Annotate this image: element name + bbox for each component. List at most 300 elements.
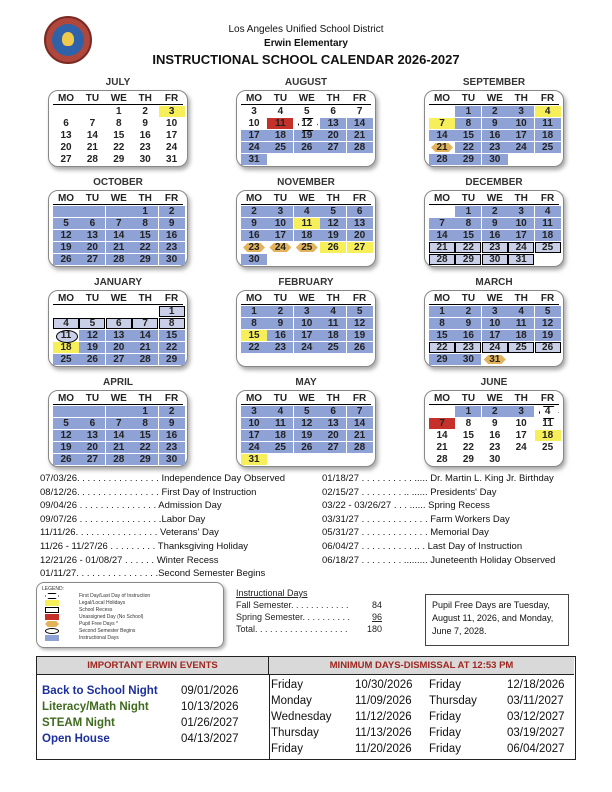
important-events-header: IMPORTANT ERWIN EVENTS <box>37 657 269 675</box>
day-cell <box>79 206 105 217</box>
day-cell: 19 <box>535 330 561 341</box>
day-cell: 3 <box>251 106 257 117</box>
month-grid <box>48 290 188 367</box>
legend-item: Unassigned Day (No School) <box>79 614 144 620</box>
day-cell: 30 <box>455 354 481 365</box>
weekday-header: FR <box>352 93 367 104</box>
day-cell: 5 <box>535 306 561 317</box>
month-name: DECEMBER <box>465 177 523 188</box>
month-grid <box>236 290 376 367</box>
day-cell: 14 <box>429 130 455 141</box>
day-cell: 3 <box>508 206 534 217</box>
day-cell <box>535 354 561 365</box>
weekday-header: MO <box>433 93 451 104</box>
day-cell: 19 <box>320 230 346 241</box>
day-cell: 11 <box>53 330 79 341</box>
minimum-days-header: MINIMUM DAYS-DISMISSAL AT 12:53 PM <box>269 657 574 675</box>
min-day-weekday: Friday <box>429 727 461 739</box>
day-cell <box>320 154 346 165</box>
day-cell <box>429 206 455 217</box>
unassigned-swatch-icon <box>45 614 59 620</box>
weekday-header: MO <box>57 393 75 404</box>
day-cell: 17 <box>482 330 508 341</box>
day-cell: 23 <box>489 442 501 453</box>
day-cell: 21 <box>436 442 448 453</box>
month-september <box>424 76 564 167</box>
day-cell <box>347 254 373 265</box>
day-cell: 17 <box>267 230 293 241</box>
day-cell: 2 <box>241 206 267 217</box>
day-cell: 22 <box>455 242 481 253</box>
day-cell: 9 <box>159 418 185 429</box>
day-cell <box>132 306 158 317</box>
min-day-weekday: Friday <box>429 711 461 723</box>
legend-item: Second Semester Begins <box>79 628 136 634</box>
day-cell: 16 <box>159 230 185 241</box>
day-cell: 8 <box>132 218 158 229</box>
events-list-left: 07/03/26. . . . . . . . . . . . . . . . Independence Day Observed 08/12/26. . . . . . . . . . . . . . . . First Day of Instruction 09/04/26 . . . . . . . . . . . . . . . Admission Day 09/07/26 . . . . . . . . . . . . . . . .Labor Day 11/11/26. . . . . . . . . . . . . . . . Veterans' Day 11/26 - 11/27/26 . . . . . . . . . Thanksgiving Holiday 12/21/26 - 01/08/27 . . . . . . Winter Recess 01/11/27. . . . . . . . . . . . . . . .Second Semester Begins <box>40 473 286 580</box>
day-cell: 27 <box>79 254 105 265</box>
month-march <box>424 276 564 367</box>
day-cell: 1 <box>241 306 267 317</box>
month-april <box>48 376 188 467</box>
day-cell: 17 <box>241 130 267 141</box>
day-cell: 16 <box>139 130 151 141</box>
day-cell: 10 <box>294 318 320 329</box>
day-cell: 21 <box>429 142 455 153</box>
weekday-header: WE <box>486 293 503 304</box>
day-cell: 23 <box>139 142 151 153</box>
day-cell: 17 <box>294 330 320 341</box>
weekday-header: MO <box>57 293 75 304</box>
weekday-header: TU <box>273 393 288 404</box>
month-name: MAY <box>295 377 317 388</box>
day-cell: 4 <box>535 406 561 417</box>
day-cell: 3 <box>508 406 534 417</box>
day-cell: 24 <box>241 142 267 153</box>
day-cell: 20 <box>320 130 346 141</box>
day-cell: 31 <box>508 254 534 265</box>
day-cell: 19 <box>347 330 373 341</box>
event-date: 10/13/2026 <box>181 701 239 713</box>
day-cell: 4 <box>267 406 293 417</box>
day-cell: 31 <box>482 354 508 365</box>
weekday-header: TU <box>85 93 100 104</box>
day-cell: 11 <box>267 118 293 129</box>
day-cell: 14 <box>86 130 98 141</box>
day-cell: 13 <box>320 118 346 129</box>
weekday-header: TH <box>138 293 152 304</box>
day-cell: 9 <box>482 218 508 229</box>
day-cell: 18 <box>508 330 534 341</box>
min-day-date: 12/18/2026 <box>507 679 565 691</box>
day-cell: 18 <box>294 230 320 241</box>
day-cell <box>320 354 346 365</box>
day-cell: 9 <box>267 318 293 329</box>
day-cell: 29 <box>113 154 125 165</box>
day-cell: 10 <box>241 418 267 429</box>
day-cell: 11 <box>320 318 346 329</box>
day-cell: 4 <box>53 318 79 329</box>
day-cell: 9 <box>455 318 481 329</box>
day-cell: 21 <box>347 130 373 141</box>
day-cell: 16 <box>241 230 267 241</box>
day-cell: 31 <box>166 154 178 165</box>
day-cell: 8 <box>241 318 267 329</box>
min-day-date: 11/12/2026 <box>355 711 412 723</box>
weekday-header: MO <box>245 193 263 204</box>
day-cell: 1 <box>455 106 481 117</box>
min-day-date: 11/20/2026 <box>355 743 412 755</box>
day-cell: 8 <box>455 218 481 229</box>
day-cell: 5 <box>304 106 310 117</box>
day-cell: 25 <box>535 142 561 153</box>
day-cell: 24 <box>508 242 534 253</box>
day-cell: 10 <box>508 118 534 129</box>
day-cell: 29 <box>455 254 481 265</box>
day-cell: 21 <box>106 242 132 253</box>
day-cell: 8 <box>116 118 122 129</box>
legend-item: Legal/Local Holidays <box>79 600 126 606</box>
month-name: JANUARY <box>94 277 142 288</box>
day-cell: 31 <box>241 154 267 165</box>
day-cell: 3 <box>241 406 267 417</box>
day-cell: 22 <box>132 442 158 453</box>
day-cell: 27 <box>320 442 346 453</box>
day-cell: 1 <box>159 306 185 317</box>
day-cell: 3 <box>267 206 293 217</box>
weekday-header: WE <box>486 93 503 104</box>
recess-swatch-icon <box>45 607 59 613</box>
weekday-header: WE <box>486 393 503 404</box>
days-label: Fall Semester. . . . . . . . . . . . <box>236 600 349 610</box>
day-cell: 24 <box>166 142 178 153</box>
day-cell <box>53 406 79 417</box>
month-name: SEPTEMBER <box>462 77 526 88</box>
weekday-header: TH <box>326 293 340 304</box>
day-cell: 31 <box>241 454 267 465</box>
day-cell: 16 <box>482 230 508 241</box>
weekday-header: TU <box>273 93 288 104</box>
month-grid <box>424 390 564 467</box>
day-cell: 12 <box>79 330 105 341</box>
day-cell: 2 <box>482 106 508 117</box>
instructional-days-title: Instructional Days <box>236 588 308 598</box>
day-cell: 8 <box>429 318 455 329</box>
day-cell: 28 <box>132 354 158 365</box>
weekday-header: WE <box>110 93 127 104</box>
day-cell: 10 <box>482 318 508 329</box>
weekday-header: WE <box>298 193 315 204</box>
day-cell: 11 <box>542 418 553 429</box>
day-cell: 25 <box>320 342 346 353</box>
day-cell <box>267 254 293 265</box>
day-cell: 26 <box>535 342 561 353</box>
day-cell: 7 <box>356 106 363 117</box>
day-cell: 30 <box>159 254 185 265</box>
day-cell: 17 <box>515 430 527 441</box>
weekday-header: TU <box>461 393 476 404</box>
min-day-date: 11/13/2026 <box>355 727 412 739</box>
weekday-header: MO <box>433 293 451 304</box>
month-february <box>236 276 376 367</box>
day-cell: 25 <box>508 342 534 353</box>
weekday-header: WE <box>298 393 315 404</box>
weekday-header: FR <box>540 293 555 304</box>
day-cell: 27 <box>79 454 105 465</box>
day-cell: 1 <box>132 406 158 417</box>
event-date: 04/13/2027 <box>181 733 239 745</box>
holiday-swatch-icon <box>45 600 59 606</box>
day-cell: 29 <box>132 254 158 265</box>
days-value: 96 <box>371 612 382 622</box>
legend <box>36 582 224 648</box>
days-value: 180 <box>366 624 382 634</box>
weekday-header: TU <box>85 393 100 404</box>
day-cell: 15 <box>241 330 267 341</box>
day-cell: 15 <box>455 130 481 141</box>
day-cell <box>508 354 534 365</box>
event-date: 09/01/2026 <box>181 685 239 697</box>
instructional-swatch-icon <box>45 635 59 641</box>
day-cell: 26 <box>53 254 79 265</box>
day-cell: 5 <box>320 206 346 217</box>
day-cell: 23 <box>159 442 185 453</box>
weekday-header: MO <box>433 393 451 404</box>
min-day-weekday: Friday <box>429 679 461 691</box>
month-grid <box>236 390 376 467</box>
day-cell <box>535 454 561 465</box>
event-name: Back to School Night <box>42 685 158 697</box>
page-title: INSTRUCTIONAL SCHOOL CALENDAR 2026-2027 <box>152 52 460 67</box>
day-cell: 16 <box>159 430 185 441</box>
day-cell: 11 <box>267 418 293 429</box>
day-cell: 7 <box>429 418 455 429</box>
day-cell: 30 <box>482 254 508 265</box>
day-cell: 23 <box>482 242 508 253</box>
days-value: 84 <box>371 600 382 610</box>
day-cell: 30 <box>489 454 501 465</box>
weekday-header: FR <box>352 393 367 404</box>
weekday-header: MO <box>245 393 263 404</box>
day-cell: 2 <box>482 206 508 217</box>
weekday-header: TU <box>461 193 476 204</box>
day-cell: 13 <box>320 418 346 429</box>
day-cell: 24 <box>241 442 267 453</box>
day-cell <box>429 406 455 417</box>
day-cell: 22 <box>113 142 125 153</box>
month-name: AUGUST <box>284 77 328 88</box>
month-name: JUNE <box>480 377 508 388</box>
day-cell: 12 <box>535 318 561 329</box>
school-name: Erwin Elementary <box>264 38 348 49</box>
day-cell: 21 <box>429 242 455 253</box>
day-cell: 22 <box>429 342 455 353</box>
month-june <box>424 376 564 467</box>
min-day-weekday: Friday <box>271 679 303 691</box>
weekday-header: MO <box>433 193 451 204</box>
day-cell: 18 <box>267 430 293 441</box>
month-name: OCTOBER <box>93 177 143 188</box>
day-cell: 24 <box>267 242 293 253</box>
day-cell: 25 <box>53 354 79 365</box>
month-july <box>48 76 188 167</box>
weekday-header: MO <box>57 93 75 104</box>
day-cell: 19 <box>53 442 79 453</box>
day-cell <box>267 454 293 465</box>
day-cell: 16 <box>482 130 508 141</box>
day-cell: 16 <box>267 330 293 341</box>
day-cell: 18 <box>535 230 561 241</box>
day-cell: 25 <box>267 142 293 153</box>
legend-item: School Recess <box>79 607 113 613</box>
day-cell: 26 <box>320 242 346 253</box>
day-cell: 15 <box>132 230 158 241</box>
day-cell: 17 <box>241 430 267 441</box>
day-cell: 23 <box>455 342 481 353</box>
month-december <box>424 176 564 267</box>
day-cell: 4 <box>320 306 346 317</box>
pupil-free-note: Pupil Free Days are Tuesday, August 11, 2026, and Monday, June 7, 2028. <box>425 594 569 646</box>
district-name: Los Angeles Unified School District <box>228 24 384 35</box>
weekday-header: TU <box>273 193 288 204</box>
day-cell: 10 <box>166 118 178 129</box>
weekday-header: TH <box>514 293 528 304</box>
day-cell <box>106 206 132 217</box>
day-cell: 17 <box>508 130 534 141</box>
day-cell: 30 <box>139 154 151 165</box>
days-label: Spring Semester. . . . . . . . . . <box>236 612 351 622</box>
day-cell: 23 <box>482 142 508 153</box>
day-cell: 25 <box>267 442 293 453</box>
day-cell: 21 <box>132 342 158 353</box>
day-cell: 18 <box>320 330 346 341</box>
weekday-header: WE <box>110 393 127 404</box>
day-cell: 9 <box>482 118 508 129</box>
day-cell: 6 <box>79 218 105 229</box>
day-cell: 22 <box>159 342 185 353</box>
day-cell: 10 <box>508 218 534 229</box>
day-cell: 15 <box>455 230 481 241</box>
month-august <box>236 76 376 167</box>
month-grid <box>424 190 564 267</box>
day-cell: 12 <box>294 418 320 429</box>
weekday-header: TU <box>85 293 100 304</box>
day-cell: 4 <box>535 106 561 117</box>
day-cell: 11 <box>535 118 561 129</box>
month-grid <box>424 290 564 367</box>
day-cell: 7 <box>106 218 132 229</box>
weekday-header: TH <box>326 93 340 104</box>
day-cell: 12 <box>320 218 346 229</box>
day-cell <box>347 354 373 365</box>
day-cell: 29 <box>159 354 185 365</box>
day-cell: 21 <box>106 442 132 453</box>
weekday-header: MO <box>245 93 263 104</box>
day-cell: 13 <box>79 230 105 241</box>
day-cell: 15 <box>113 130 125 141</box>
day-cell: 4 <box>508 306 534 317</box>
min-day-weekday: Friday <box>271 743 303 755</box>
month-grid <box>48 190 188 267</box>
day-cell <box>535 154 561 165</box>
day-cell: 7 <box>89 118 96 129</box>
day-cell <box>320 454 346 465</box>
day-cell: 19 <box>294 130 320 141</box>
day-cell: 15 <box>159 330 185 341</box>
weekday-header: TU <box>85 193 100 204</box>
day-cell: 2 <box>267 306 293 317</box>
day-cell: 10 <box>267 218 293 229</box>
day-cell: 27 <box>347 242 373 253</box>
weekday-header: TH <box>326 193 340 204</box>
day-cell: 24 <box>515 442 527 453</box>
day-cell: 9 <box>142 118 148 129</box>
month-may <box>236 376 376 467</box>
legend-item: First Day/Last Day of Instruction <box>79 593 151 599</box>
min-day-weekday: Thursday <box>429 695 477 707</box>
month-grid <box>236 90 376 167</box>
day-cell: 7 <box>347 406 373 417</box>
month-name: JULY <box>105 77 131 88</box>
day-cell: 28 <box>86 154 98 165</box>
day-cell: 2 <box>159 406 185 417</box>
day-cell: 4 <box>535 206 561 217</box>
day-cell: 14 <box>106 230 132 241</box>
day-cell: 28 <box>347 442 373 453</box>
day-cell: 7 <box>132 318 158 329</box>
day-cell: 6 <box>347 206 373 217</box>
day-cell <box>267 354 293 365</box>
day-cell: 29 <box>132 454 158 465</box>
day-cell: 12 <box>53 230 79 241</box>
weekday-header: TH <box>138 93 152 104</box>
day-cell: 1 <box>116 106 122 117</box>
day-cell: 28 <box>106 254 132 265</box>
day-cell: 1 <box>455 206 481 217</box>
day-cell: 10 <box>248 118 260 129</box>
min-day-date: 03/19/2027 <box>507 727 565 739</box>
day-cell <box>294 454 320 465</box>
day-cell: 26 <box>347 342 373 353</box>
month-grid <box>48 390 188 467</box>
min-day-weekday: Friday <box>429 743 461 755</box>
day-cell: 7 <box>429 118 455 129</box>
legend-title: LEGEND: <box>42 586 64 592</box>
day-cell <box>508 454 534 465</box>
weekday-header: WE <box>110 193 127 204</box>
day-cell: 29 <box>429 354 455 365</box>
day-cell: 23 <box>241 242 267 253</box>
day-cell <box>53 206 79 217</box>
day-cell: 11 <box>294 218 320 229</box>
day-cell: 15 <box>462 430 474 441</box>
day-cell: 28 <box>429 154 455 165</box>
day-cell <box>320 254 346 265</box>
weekday-header: WE <box>298 293 315 304</box>
day-cell: 18 <box>535 130 561 141</box>
day-cell: 22 <box>462 442 474 453</box>
weekday-header: MO <box>245 293 263 304</box>
day-cell: 26 <box>294 442 320 453</box>
day-cell: 8 <box>159 318 185 329</box>
day-cell: 13 <box>106 330 132 341</box>
day-cell: 28 <box>106 454 132 465</box>
day-cell: 4 <box>277 106 284 117</box>
day-cell <box>267 154 293 165</box>
day-cell: 25 <box>535 242 561 253</box>
weekday-header: FR <box>164 93 179 104</box>
